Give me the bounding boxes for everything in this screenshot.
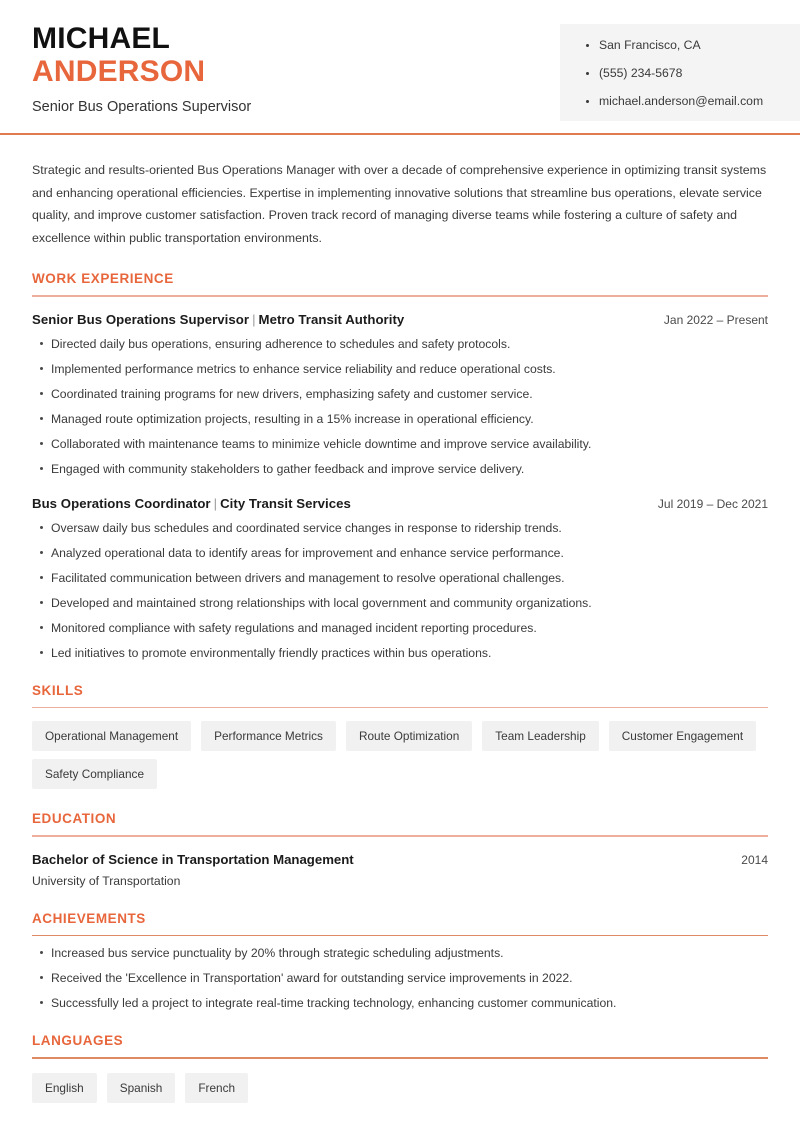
experience-entry-header: [32, 496, 768, 511]
title-company-separator: |: [252, 311, 256, 327]
language-tag: French: [185, 1073, 248, 1103]
skill-tag: Performance Metrics: [201, 721, 336, 751]
resume-header: [0, 0, 800, 136]
experience-bullet-list: [32, 520, 768, 661]
contact-email: michael.anderson@email.com: [586, 94, 800, 109]
languages-tag-list: [32, 1073, 768, 1103]
skill-tag: Route Optimization: [346, 721, 472, 751]
section-rule-education: [32, 835, 768, 837]
contact-list: [586, 38, 800, 109]
experience-dates: Jul 2019 – Dec 2021: [657, 496, 768, 511]
section-work-experience: [32, 271, 768, 661]
section-title-languages: LANGUAGES: [32, 1033, 124, 1048]
identity-block: [0, 24, 251, 116]
contact-phone: (555) 234-5678: [586, 66, 800, 81]
education-degree: Bachelor of Science in Transportation Management: [32, 851, 354, 867]
skill-tag: Operational Management: [32, 721, 191, 751]
section-title-education: EDUCATION: [32, 811, 117, 826]
headline-job-title: Senior Bus Operations Supervisor: [32, 99, 252, 115]
section-title-achievements: ACHIEVEMENTS: [32, 910, 146, 926]
skill-tag: Safety Compliance: [32, 759, 157, 789]
experience-company: City Transit Services: [220, 495, 351, 511]
section-skills: [32, 683, 768, 790]
section-rule-work-experience: [32, 295, 768, 297]
achievement-item: Increased bus service punctuality by 20% through strategic scheduling adjustments.: [32, 945, 768, 961]
experience-bullet: Analyzed operational data to identify areas for improvement and enhance service performance.: [32, 545, 768, 561]
skills-tag-list: [32, 721, 768, 789]
education-year: 2014: [741, 852, 768, 867]
experience-title-company: [32, 496, 351, 511]
section-title-skills: SKILLS: [32, 682, 84, 698]
experience-bullet: Oversaw daily bus schedules and coordinated service changes in response to ridership trends.: [32, 520, 768, 536]
experience-dates: Jan 2022 – Present: [663, 312, 768, 327]
experience-bullet: Facilitated communication between drivers and management to resolve operational challenges.: [32, 570, 768, 586]
experience-bullet-list: [32, 336, 768, 477]
experience-bullet: Led initiatives to promote environmentally friendly practices within bus operations.: [32, 645, 768, 661]
resume-body: [0, 159, 800, 1103]
experience-company: Metro Transit Authority: [258, 311, 405, 327]
contact-location: San Francisco, CA: [586, 38, 800, 53]
experience-bullet: Managed route optimization projects, resulting in a 15% increase in operational efficiency.: [32, 411, 768, 427]
section-title-work-experience: WORK EXPERIENCE: [32, 271, 174, 286]
section-languages: [32, 1033, 768, 1103]
achievements-list: [32, 945, 768, 1011]
achievement-item: Successfully led a project to integrate real-time tracking technology, enhancing customer communication.: [32, 995, 768, 1011]
experience-entry: [32, 312, 768, 477]
experience-bullet: Monitored compliance with safety regulations and managed incident reporting procedures.: [32, 620, 768, 636]
contact-info-box: [560, 24, 800, 121]
language-tag: Spanish: [107, 1073, 176, 1103]
skill-tag: Customer Engagement: [609, 721, 756, 751]
experience-bullet: Directed daily bus operations, ensuring adherence to schedules and safety protocols.: [32, 336, 768, 352]
experience-title-company: [32, 312, 404, 327]
skill-tag: Team Leadership: [482, 721, 599, 751]
first-name: MICHAEL: [32, 22, 171, 55]
experience-entry-header: [32, 312, 768, 327]
experience-job-title: Bus Operations Coordinator: [32, 495, 211, 511]
experience-bullet: Implemented performance metrics to enhance service reliability and reduce operational costs.: [32, 361, 768, 377]
experience-bullet: Developed and maintained strong relationships with local government and community organizations.: [32, 595, 768, 611]
experience-bullet: Collaborated with maintenance teams to minimize vehicle downtime and improve service availability.: [32, 436, 768, 452]
experience-bullet: Engaged with community stakeholders to gather feedback and improve service delivery.: [32, 461, 768, 477]
experience-entry: [32, 496, 768, 661]
last-name: ANDERSON: [32, 55, 206, 88]
education-entry-header: [32, 852, 768, 867]
experience-job-title: Senior Bus Operations Supervisor: [32, 311, 250, 327]
section-rule-skills: [32, 707, 768, 709]
language-tag: English: [32, 1073, 97, 1103]
section-achievements: [32, 911, 768, 1012]
education-entry: [32, 852, 768, 889]
achievement-item: Received the 'Excellence in Transportation' award for outstanding service improvements in 2022.: [32, 970, 768, 986]
section-rule-languages: [32, 1057, 768, 1059]
section-education: [32, 811, 768, 889]
header-divider: [0, 133, 800, 135]
section-rule-achievements: [32, 935, 768, 937]
title-company-separator: |: [213, 495, 218, 511]
education-school: University of Transportation: [32, 873, 181, 888]
experience-bullet: Coordinated training programs for new drivers, emphasizing safety and customer service.: [32, 386, 768, 402]
professional-summary: Strategic and results-oriented Bus Operations Manager with over a decade of comprehensive experience in optimizing transit systems and enhancing operational efficiencies. Expertise in implementing innovative solutions that streamline bus operations, elevate service quality, and improve customer satisfaction. Proven track record of managing diverse teams while fostering a culture of safety and excellence within public transportation environments.: [32, 163, 767, 245]
